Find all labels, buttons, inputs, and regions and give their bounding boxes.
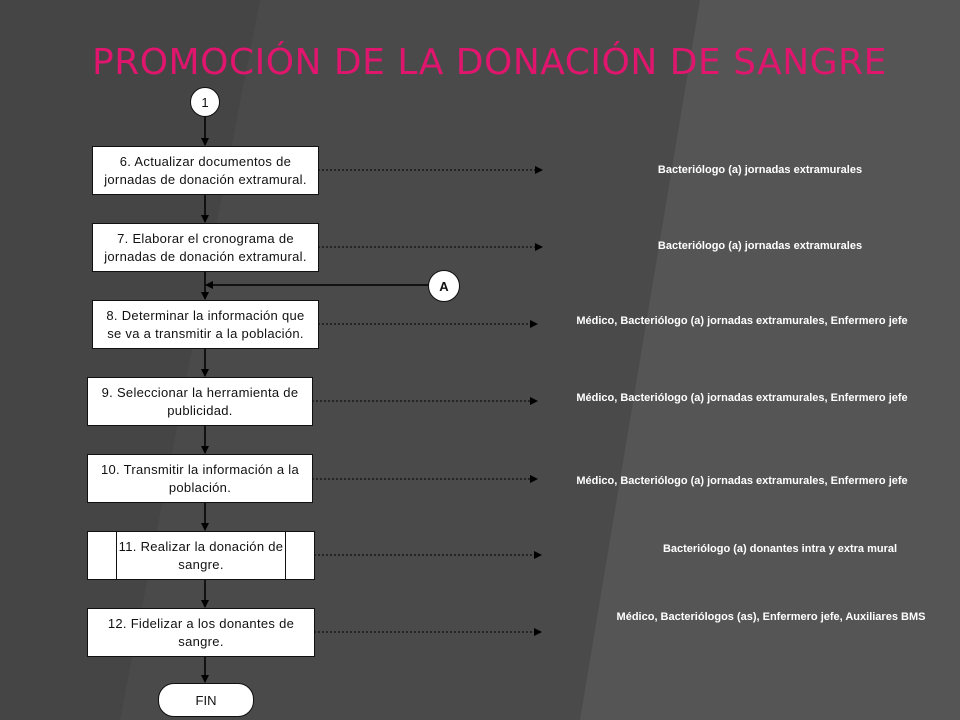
step-6-box (92, 146, 319, 195)
step-10-box (87, 454, 313, 503)
responsible-step-7: Bacteriólogo (a) jornadas extramurales (657, 240, 863, 252)
step-7-text: 7. Elaborar el cronograma de jornadas de donación extramural. (104, 230, 307, 264)
start-connector-label: 1 (201, 94, 209, 110)
responsible-step-9: Médico, Bacteriólogo (a) jornadas extramurales, Enfermero jefe (576, 392, 908, 404)
step-12-text: 12. Fidelizar a los donantes de sangre. (107, 615, 295, 649)
responsible-step-10: Médico, Bacteriólogo (a) jornadas extramurales, Enfermero jefe (576, 475, 908, 487)
step-8-box (92, 300, 319, 349)
start-connector (190, 87, 220, 117)
step-10-text: 10. Transmitir la información a la población. (100, 461, 300, 495)
step-12-box (87, 608, 315, 657)
connector-a (428, 270, 460, 302)
step-8-text: 8. Determinar la información que se va a transmitir a la población. (106, 307, 305, 341)
step-6-text: 6. Actualizar documentos de jornadas de donación extramural. (104, 153, 307, 187)
connector-a-label: A (439, 278, 449, 294)
step-9-box (87, 377, 313, 426)
step-7-box (92, 223, 319, 272)
step-11-text: 11. Realizar la donación de sangre. (118, 538, 284, 572)
responsible-step-6: Bacteriólogo (a) jornadas extramurales (657, 164, 863, 176)
page-title: PROMOCIÓN DE LA DONACIÓN DE SANGRE (92, 42, 887, 83)
end-terminal (158, 683, 254, 717)
responsible-step-8: Médico, Bacteriólogo (a) jornadas extramurales, Enfermero jefe (576, 315, 908, 327)
step-11-box (87, 531, 315, 580)
step-9-text: 9. Seleccionar la herramienta de publicidad. (101, 384, 299, 418)
responsible-step-11: Bacteriólogo (a) donantes intra y extra mural (662, 543, 898, 555)
end-terminal-label: FIN (195, 692, 217, 708)
responsible-step-12: Médico, Bacteriólogos (as), Enfermero jefe, Auxiliares BMS (616, 611, 926, 623)
